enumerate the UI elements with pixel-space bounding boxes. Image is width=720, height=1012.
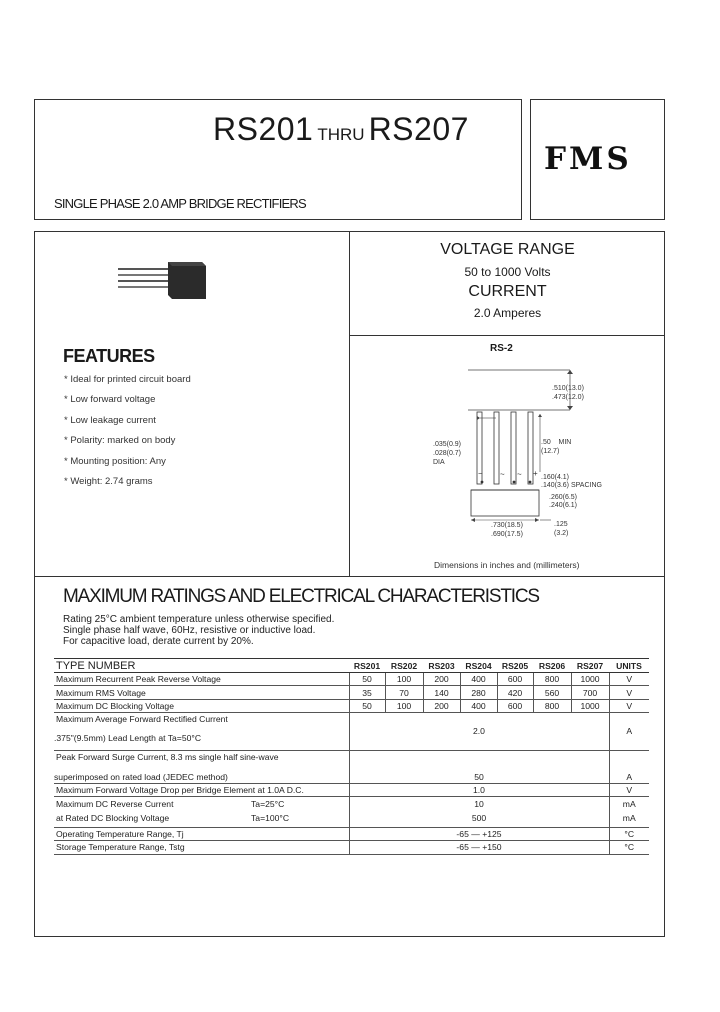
- cell: 560: [533, 686, 571, 699]
- dim-lead-length: [541, 438, 571, 456]
- row-label: [54, 810, 349, 828]
- row-condition: Ta=100°C: [251, 813, 290, 824]
- row-condition: Ta=25°C: [251, 798, 285, 809]
- dim-edge: [554, 520, 568, 538]
- type-number-header: TYPE NUMBER: [54, 659, 349, 673]
- dim-text: MIN: [558, 439, 572, 446]
- table-row: [54, 713, 649, 726]
- cell: 600: [497, 673, 533, 686]
- row-label-cont: superimposed on rated load (JEDEC method): [54, 771, 228, 782]
- feature-item: * Ideal for printed circuit board: [64, 374, 191, 385]
- bridge-rectifier-icon: [112, 256, 222, 306]
- feature-item: * Polarity: marked on body: [64, 435, 176, 446]
- row-label: Maximum DC Blocking Voltage: [54, 699, 349, 712]
- dim-text: .50: [541, 439, 551, 446]
- polarity-ac-2: ~: [517, 470, 522, 479]
- col-header: RS206: [533, 659, 571, 673]
- dim-text: .028(0.7): [433, 450, 462, 457]
- row-label: Operating Temperature Range, Tj: [54, 827, 349, 840]
- unit-cell: A: [609, 713, 649, 750]
- unit-cell: mA: [609, 810, 649, 828]
- row-label: Maximum RMS Voltage: [54, 686, 349, 699]
- cell: 500: [349, 810, 609, 828]
- cell: 50: [349, 750, 609, 783]
- dim-text: (12.7): [541, 448, 560, 455]
- unit-cell: °C: [609, 827, 649, 840]
- col-header: RS205: [497, 659, 533, 673]
- unit-cell: °C: [609, 841, 649, 854]
- unit-cell: V: [609, 783, 649, 796]
- dim-text: SPACING: [570, 482, 602, 489]
- cell: 1000: [571, 673, 609, 686]
- col-header: RS202: [385, 659, 423, 673]
- dim-lead-spacing: [541, 474, 602, 490]
- cell: 100: [385, 699, 423, 712]
- unit-cell: mA: [609, 797, 649, 810]
- units-header: UNITS: [609, 659, 649, 673]
- company-logo: FMS: [544, 141, 632, 177]
- thru-text: THRU: [317, 125, 365, 144]
- note-line: For capacitive load, derate current by 20%.: [63, 636, 254, 647]
- unit-cell: A: [609, 750, 649, 783]
- cell: -65 — +150: [349, 841, 609, 854]
- page-title: [213, 111, 469, 148]
- features-heading: FEATURES: [63, 346, 155, 366]
- row-label: [54, 797, 349, 810]
- row-label: Peak Forward Surge Current, 8.3 ms single half sine-wave: [54, 750, 349, 763]
- note-line: Rating 25°C ambient temperature unless otherwise specified.: [63, 614, 335, 625]
- table-row: [54, 699, 649, 712]
- table-row: [54, 686, 649, 699]
- col-header: RS203: [423, 659, 460, 673]
- dim-text: .160(4.1): [541, 474, 570, 481]
- cell: 35: [349, 686, 385, 699]
- row-label-text: Maximum DC Reverse Current: [56, 798, 174, 809]
- page-subtitle: SINGLE PHASE 2.0 AMP BRIDGE RECTIFIERS: [54, 196, 306, 211]
- dim-body-thickness: [549, 494, 577, 510]
- dim-text: .690(17.5): [491, 531, 523, 538]
- table-row: [54, 750, 649, 763]
- voltage-range-title: VOLTAGE RANGE: [440, 241, 575, 258]
- polarity-minus: −: [478, 469, 483, 478]
- cell: 800: [533, 673, 571, 686]
- feature-item: * Mounting position: Any: [64, 456, 166, 467]
- ratings-heading: MAXIMUM RATINGS AND ELECTRICAL CHARACTERISTICS: [63, 586, 539, 607]
- dim-text: .730(18.5): [491, 522, 523, 529]
- row-label-cont: .375"(9.5mm) Lead Length at Ta=50°C: [54, 732, 202, 743]
- cell: 1.0: [349, 783, 609, 796]
- cell: 50: [349, 673, 385, 686]
- polarity-ac-1: ~: [500, 470, 505, 479]
- cell: 400: [460, 699, 497, 712]
- polarity-plus: +: [533, 469, 538, 478]
- dim-body-width: [491, 521, 523, 539]
- cell: 400: [460, 673, 497, 686]
- table-row: [54, 797, 649, 810]
- dim-text: .240(6.1): [549, 502, 578, 509]
- table-row: [54, 841, 649, 854]
- table-header-row: [54, 659, 649, 673]
- row-label-text: at Rated DC Blocking Voltage: [56, 813, 170, 824]
- col-header: RS207: [571, 659, 609, 673]
- cell: 50: [349, 699, 385, 712]
- dim-text: DIA: [433, 459, 445, 466]
- feature-item: * Weight: 2.74 grams: [64, 476, 153, 487]
- dimensions-note: Dimensions in inches and (millimeters): [434, 560, 580, 570]
- ratings-notes: [63, 614, 334, 647]
- table-row: [54, 810, 649, 828]
- cell: 1000: [571, 699, 609, 712]
- row-label: Maximum Recurrent Peak Reverse Voltage: [54, 673, 349, 686]
- dim-text: .140(3.6): [541, 482, 570, 489]
- feature-item: * Low leakage current: [64, 415, 156, 426]
- cell: 200: [423, 699, 460, 712]
- cell: 200: [423, 673, 460, 686]
- table-row: [54, 827, 649, 840]
- dim-text: .035(0.9): [433, 441, 462, 448]
- table-row: [54, 783, 649, 796]
- table-row: [54, 673, 649, 686]
- note-line: Single phase half wave, 60Hz, resistive or inductive load.: [63, 625, 316, 636]
- cell: 140: [423, 686, 460, 699]
- row-label: Maximum Forward Voltage Drop per Bridge Element at 1.0A D.C.: [54, 783, 349, 796]
- row-label: Storage Temperature Range, Tstg: [54, 841, 349, 854]
- voltage-range-value: 50 to 1000 Volts: [464, 265, 551, 279]
- current-value: 2.0 Amperes: [473, 306, 542, 320]
- divider-horizontal: [34, 576, 665, 577]
- package-name: RS-2: [490, 343, 513, 354]
- cell: 800: [533, 699, 571, 712]
- cell: 70: [385, 686, 423, 699]
- col-header: RS204: [460, 659, 497, 673]
- feature-item: * Low forward voltage: [64, 394, 156, 405]
- dim-text: .510(13.0): [552, 385, 584, 392]
- cell: 700: [571, 686, 609, 699]
- unit-cell: V: [609, 686, 649, 699]
- dim-text: (3.2): [554, 530, 569, 537]
- unit-cell: V: [609, 699, 649, 712]
- current-title: CURRENT: [468, 283, 547, 300]
- cell: 100: [385, 673, 423, 686]
- col-header: RS201: [349, 659, 385, 673]
- dim-lead-diameter: [433, 440, 461, 467]
- dim-text: .260(6.5): [549, 494, 578, 501]
- cell: 280: [460, 686, 497, 699]
- dim-text: .125: [554, 521, 568, 528]
- cell: 600: [497, 699, 533, 712]
- unit-cell: V: [609, 673, 649, 686]
- dim-body-height: [552, 384, 584, 402]
- part-first: RS201: [213, 111, 314, 147]
- cell: 420: [497, 686, 533, 699]
- cell: 2.0: [349, 713, 609, 750]
- part-last: RS207: [368, 111, 469, 147]
- cell: -65 — +125: [349, 827, 609, 840]
- row-label: Maximum Average Forward Rectified Current: [54, 713, 349, 726]
- dim-text: .473(12.0): [552, 394, 584, 401]
- divider-right-top: [349, 335, 665, 336]
- ratings-table: [54, 658, 649, 855]
- cell: 10: [349, 797, 609, 810]
